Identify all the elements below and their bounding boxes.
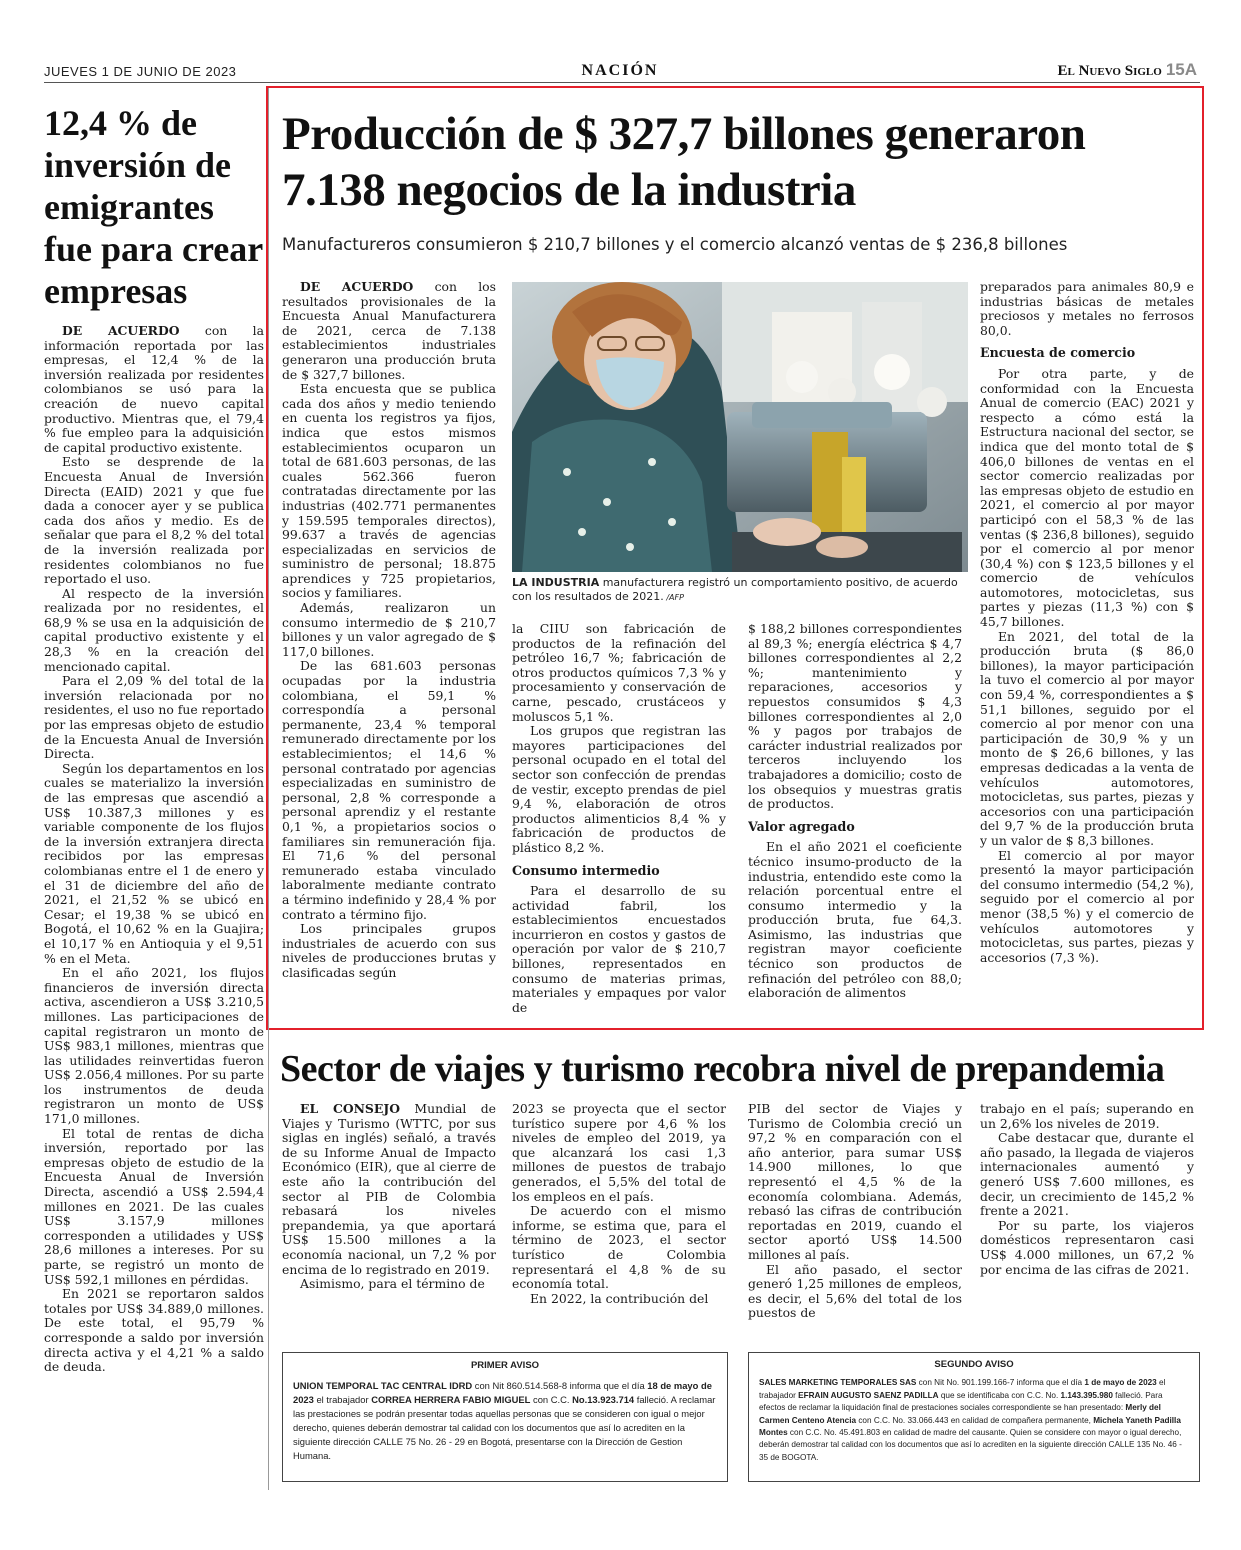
left-paragraph: El total de rentas de dicha inversión, reportado por las empresas objeto de estudio de la Encuesta Anual de Inversión Directa, ascendió a US$ 2.594,4 millones en 2021. De las cuales US$ 3.157,9 millones corresponden a utilidades y US$ 28,6 millones a intereses. Por su parte, se registró un monto de US$ 592,1 millones en pérdidas. <box>44 1125 264 1287</box>
notice-first <box>282 1352 728 1482</box>
main-paragraph: Por otra parte, y de conformidad con la Encuesta Anual de comercio (EAC) 2021 y respecto a cómo está la Estructura nacional del sector, se indica que del monto total de $ 406,0 billones de ventas en el sector comercio realizadas por las empresas objeto de estudio en 2021, el comercio al por mayor participó con el 58,3 % de las ventas ($ 236,8 billones), seguido por el comercio al por menor (30,4 %) con $ 123,5 billones y el comercio de vehículos automotores, motocicletas, sus partes y piezas (11,3 %) con $ 45,7 billones. <box>980 365 1194 630</box>
caption-text: manufacturera registró un comportamiento positivo, de acuerdo con los resultados de 2021. <box>512 576 958 603</box>
left-paragraph: En el año 2021, los flujos financieros de inversión directa activa, ascendieron a US$ 3.210,5 millones. Las participaciones de capital registraron un monto de US$ 983,1 millones, mientras que las utilidades reinvertidas fueron US$ 2.056,4 millones. Por su parte los instrumentos de deuda registraron un monto de US$ 171,0 millones. <box>44 965 264 1127</box>
main-paragraph-text: con los resultados provisionales de la Encuesta Anual Manufacturera de 2021, cerca de 7.138 establecimientos industriales generaron una producción bruta de $ 327,7 billones. <box>282 280 496 382</box>
main-paragraph: De las 681.603 personas ocupadas por la industria colombiana, el 59,1 % correspondía a personal permanente, 23,4 % temporal remunerado directamente por los establecimientos; el 14,6 % personal contratado por agencias especializadas en suministro de personal, 2,8 % corresponde a personal aprendiz y el restante 0,1 %, a propietarios socios o familiares sin remuneración fija. El 71,6 % del personal remunerado estaba vinculado laboralmente mediante contrato a término indefinido y 28,4 % por contrato a término fijo. <box>282 658 496 922</box>
main-paragraph: Los grupos que registran las mayores participaciones del personal ocupado en el total del sector son confección de prendas de vestir, excepto prendas de piel 9,4 %, elaboración de otros productos alimenticios 8,4 % y fabricación de productos de plástico 8,2 %. <box>512 723 726 855</box>
main-paragraph: preparados para animales 80,9 e industrias básicas de metales preciosos y metales no ferrosos 80,0. <box>980 280 1194 338</box>
main-paragraph: Además, realizaron un consumo intermedio de $ 210,7 billones y un valor agregado de $ 117,0 billones. <box>282 600 496 659</box>
left-paragraph: Según los departamentos en los cuales se materializo la inversión de las empresas que ascendió a US$ 10.387,3 millones y es variable componente de los flujos de la inversión extranjera directa recibidos por las empresas colombianas entre el 1 de enero y el 31 de diciembre del año de 2021, el 21,52 % se ubicó en Cesar; el 19,38 % se ubicó en Bogotá, el 10,62 % en la Guajira; el 10,17 % en Antioquia y el 9,51 % en el Meta. <box>44 760 264 966</box>
left-paragraph: Al respecto de la inversión realizada por no residentes, el 68,9 % se usa en la adquisición de capital productivo existente y el 28,3 % en la creación del mencionado capital. <box>44 585 264 674</box>
notice-text: el trabajador <box>759 1378 1166 1400</box>
photo-caption <box>512 576 968 605</box>
page-number: 15A <box>1165 60 1197 79</box>
left-paragraph: En 2021 se reportaron saldos totales por US$ 34.889,0 millones. De este total, el 95,79 % corresponde a saldo por inversión directa activa y el 4,21 % a saldo de deuda. <box>44 1286 264 1375</box>
main-paragraph: $ 188,2 billones correspondientes al 89,3 %; energía eléctrica $ 4,7 billones correspondientes al 2,2 %; mantenimiento y reparaciones, accesorios y repuestos consumidos $ 4,3 billones correspondientes al 2,0 % y pagos por trabajos de carácter industrial realizados por terceros incluyendo los trabajadores a domicilio; costo de los obsequios y muestras gratis de productos. <box>748 622 962 812</box>
second-paragraph: 2023 se proyecta que el sector turístico supere por 4,6 % los niveles de empleo del 2019, ya que alcanzará los casi 1,3 millones de puestos de trabajo generados, el 5,5% del total de los empleos en el país. <box>512 1102 726 1204</box>
main-column-1 <box>282 280 496 1020</box>
notice-first-cc: No.13.923.714 <box>572 1394 635 1405</box>
left-paragraph: Esto se desprende de la Encuesta Anual de Inversión Directa (EAID) 2021 y que fue dada a conocer ayer y se publica cada dos años y medio. Es de señalar que para el 8,2 % del total de la inversión realizada por residentes colombianos no fue reportado el uso. <box>44 454 264 587</box>
second-column-3 <box>748 1102 962 1332</box>
main-column-4 <box>980 280 1194 1022</box>
main-paragraph: En 2021, del total de la producción bruta ($ 86,0 billones), la mayor participación la tuvo el comercio al por mayor con 59,4 %, correspondientes a $ 51,1 billones, seguido por el comercio al por menor con una participación de 30,9 % y un monto de $ 26,6 billones, y las empresas dedicadas a la venta de vehículos automotores, motocicletas, sus partes, piezas y accesorios con una participación del 9,7 % de la producción bruta y un valor de $ 8,3 billones. <box>980 628 1194 848</box>
main-paragraph: El comercio al por mayor presentó la mayor participación del consumo intermedio (54,2 %), seguido por el comercio al por menor (38,5 %) y el comercio de vehículos automotores y motocicletas, sus partes, piezas y accesorios (7,3 %). <box>980 847 1194 965</box>
left-paragraph-text: con la información reportada por las empresas, el 12,4 % de la inversión realizada por residentes colombianos se usó para la creación de nuevo capital productivo. Mientras que, el 79,4 % fue empleo para la adquisición de capital productivo existente. <box>44 323 264 455</box>
notice-first-body <box>293 1379 717 1463</box>
notice-second-claimant-1: Merly del Carmen Centeno Atencia <box>759 1403 1161 1425</box>
second-paragraph: De acuerdo con el mismo informe, se estima que, para el término de 2023, el sector turístico de Colombia representará el 4,8 % de su economía total. <box>512 1203 726 1292</box>
notice-second-date: 1 de mayo de 2023 <box>1084 1378 1157 1388</box>
main-paragraph: Esta encuesta que se publica cada dos años y medio teniendo en cuenta los registros ya fijos, indica que estos mismos establecimientos ocuparon un total de 681.603 personas, de las cuales 562.366 fueron contratadas directamente por las industrias (402.771 permanentes y 159.595 temporales directos), 99.637 a través de agencias especializadas en servicios de suministro de personal; 18.875 aprendices y 725 propietarios, socios y familiares. <box>282 381 496 601</box>
notice-first-company: UNION TEMPORAL TAC CENTRAL IDRD <box>293 1380 473 1391</box>
left-kicker: DE ACUERDO <box>62 323 180 338</box>
notice-first-date: 18 de mayo de 2023 <box>293 1380 712 1405</box>
notice-second-cc: 1.143.395.980 <box>1060 1390 1113 1400</box>
left-article-body <box>44 324 264 1375</box>
notice-second-claimant-2: Michela Yaneth Padilla Montes <box>759 1415 1181 1438</box>
notice-text: que se identificaba con C.C. No. <box>938 1390 1061 1400</box>
section-name: NACIÓN <box>581 62 659 79</box>
notice-second-company: SALES MARKETING TEMPORALES SAS <box>759 1378 917 1388</box>
second-column-1 <box>282 1102 496 1332</box>
header-rule <box>44 82 1200 83</box>
second-kicker: EL CONSEJO <box>300 1102 400 1116</box>
main-paragraph: la CIIU son fabricación de productos de la refinación del petróleo 16,7 %; fabricación de otros productos químicos 7,3 % y procesamiento y conservación de carne, pescado, crustáceos y moluscos 5,1 %. <box>512 622 726 724</box>
second-column-4 <box>980 1102 1194 1332</box>
left-article <box>44 102 264 1492</box>
main-subheadline: Manufactureros consumieron $ 210,7 billones y el comercio alcanzó ventas de $ 236,8 billones <box>282 235 1068 254</box>
subhead-consumo-intermedio: Consumo intermedio <box>512 862 660 878</box>
issue-date: JUEVES 1 DE JUNIO DE 2023 <box>44 64 237 79</box>
photo-illustration <box>512 282 968 572</box>
notice-text: con Nit No. 901.199.166-7 informa que el día <box>916 1378 1085 1388</box>
notice-second-heading: SEGUNDO AVISO <box>934 1359 1014 1370</box>
notice-first-heading: PRIMER AVISO <box>470 1360 540 1371</box>
second-column-2 <box>512 1102 726 1332</box>
second-headline: Sector de viajes y turismo recobra nivel de prepandemia <box>280 1048 1165 1090</box>
subhead-valor-agregado: Valor agregado <box>748 818 855 834</box>
notice-text: con C.C. No. 45.491.803 en calidad de madre del causante. Quien se considere con mayor o igual derecho, deberán demostrar tal calidad con los documentos que así lo acrediten en la siguiente dirección CALLE 135 No. 46 - 35 de BOGOTA. <box>759 1428 1182 1462</box>
second-paragraph: trabajo en el país; superando en un 2,6% los niveles de 2019. <box>980 1102 1194 1131</box>
caption-lead: LA INDUSTRIA <box>512 576 600 589</box>
main-paragraph: Para el desarrollo de su actividad fabril, los establecimientos encuestados incurrieron en costos y gastos de operación por valor de $ 210,7 billones, representados en consumo de materias primas, materiales y empaques por valor de <box>512 883 726 1015</box>
newspaper-brand: El Nuevo Siglo <box>1057 63 1162 79</box>
subhead-encuesta-comercio: Encuesta de comercio <box>980 345 1136 361</box>
second-paragraph: El año pasado, el sector generó 1,25 millones de empleos, es decir, el 5,6% del total de los puestos de <box>748 1261 962 1321</box>
left-paragraph <box>44 324 264 455</box>
column-divider <box>268 88 269 1490</box>
notice-second-worker: EFRAIN AUGUSTO SAENZ PADILLA <box>798 1390 939 1400</box>
notice-text: el trabajador <box>313 1394 372 1405</box>
notice-first-worker: CORREA HERRERA FABIO MIGUEL <box>371 1394 531 1405</box>
second-paragraph-text: Mundial de Viajes y Turismo (WTTC, por sus siglas en inglés) señaló, a través de su Informe Anual de Impacto Económico (EIR), que al cierre de este año la contribución del sector al PIB de Colombia rebasará los niveles prepandemia, ya que aportará US$ 15.500 millones a la economía nacional, un 7,2 % por encima de lo registrado en 2019. <box>282 1102 496 1277</box>
photo-credit: /AFP <box>663 593 684 602</box>
notice-second-body <box>759 1377 1189 1464</box>
main-headline: Producción de $ 327,7 billones generaron 7.138 negocios de la industria <box>282 108 1086 216</box>
main-column-2 <box>512 622 726 1022</box>
second-paragraph: Por su parte, los viajeros domésticos representaron casi US$ 4.000 millones, un 67,2 % por encima de las cifras de 2021. <box>980 1217 1194 1277</box>
notice-text: con C.C. No. 33.066.443 en calidad de compañera permanente, <box>856 1415 1094 1425</box>
main-paragraph: En el año 2021 el coeficiente técnico insumo-producto de la industria, entendido este como la relación porcentual entre el consumo intermedio y la producción bruta, fue 64,3. Asimismo, las industrias que registran mayor coeficiente técnico son productos de refinación del petróleo con 88,0; elaboración de alimentos <box>748 839 962 1001</box>
main-column-3 <box>748 622 962 1022</box>
notice-second <box>748 1352 1200 1482</box>
notice-text: falleció. Para efectos de reclamar la liquidación final de prestaciones sociales correspondiente se han presentado: <box>759 1390 1163 1413</box>
notice-text: con Nit 860.514.568-8 informa que el día <box>472 1380 648 1391</box>
main-paragraph <box>282 280 496 382</box>
second-paragraph: Asimismo, para el término de <box>300 1276 485 1292</box>
main-kicker: DE ACUERDO <box>300 280 414 294</box>
left-paragraph: Para el 2,09 % del total de la inversión relacionada por no residentes, el uso no fue reportado por las empresas objeto de estudio de la Encuesta Anual de Inversión Directa. <box>44 673 264 762</box>
second-paragraph: Cabe destacar que, durante el año pasado, la llegada de viajeros internacionales aumentó y generó US$ 7.600 millones, es decir, un crecimiento de 145,2 % frente a 2021. <box>980 1130 1194 1219</box>
main-paragraph: Los principales grupos industriales de acuerdo con sus niveles de producciones brutas y clasificadas según <box>282 921 496 980</box>
notice-text: con C.C. <box>530 1394 573 1405</box>
factory-worker-photo <box>512 282 968 572</box>
second-paragraph: En 2022, la contribución del <box>530 1290 709 1306</box>
left-article-title: 12,4 % de inversión de emigrantes fue para crear empresas <box>44 103 263 311</box>
second-paragraph: PIB del sector de Viajes y Turismo de Colombia creció un 97,2 % en comparación con el año anterior, para sumar US$ 14.900 millones, lo que representó el 4,5 % de la economía colombiana. Además, rebasó las cifras de contribución reportadas en 2019, cuando el sector aportó US$ 14.500 millones al país. <box>748 1102 962 1262</box>
second-paragraph <box>282 1102 496 1277</box>
masthead <box>1058 60 1198 80</box>
notice-text: falleció. A reclamar las prestaciones se podrán presentar todas aquellas personas que se consideren con igual o mejor derecho, quienes deberán demostrar tal calidad con los documentos que así lo acrediten en la siguiente dirección CALLE 75 No. 26 - 29 en Bogotá, presentarse con la Dirección de Gestion Humana. <box>293 1394 716 1461</box>
